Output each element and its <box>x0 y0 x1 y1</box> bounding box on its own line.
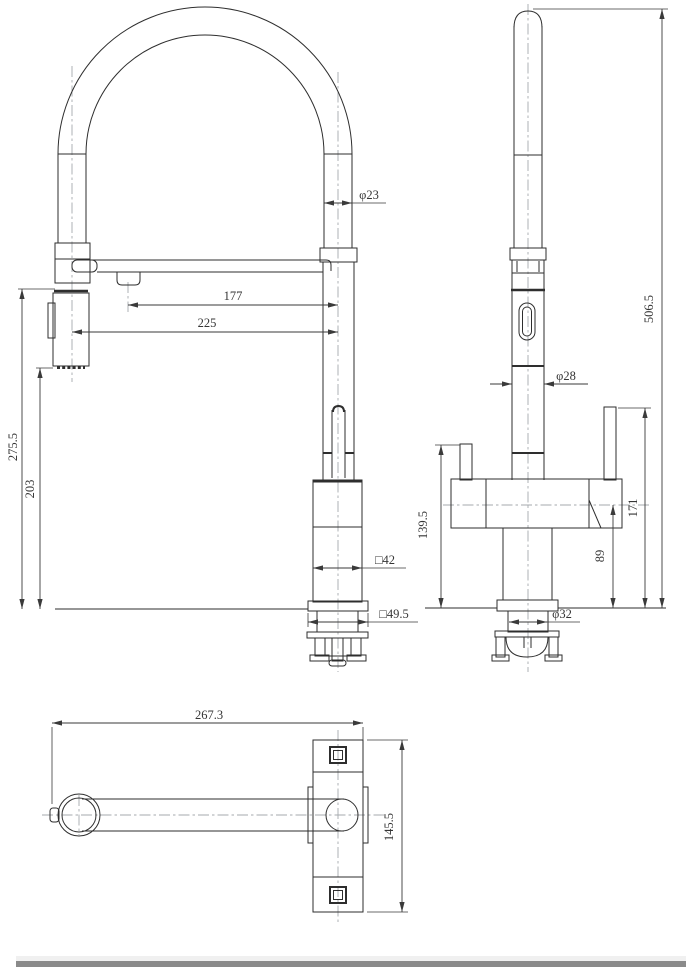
spout-arm <box>90 260 331 285</box>
dim-label-rear-handle-height: 171 <box>626 498 640 518</box>
side-handles <box>460 407 616 480</box>
handle-rod-cap <box>333 406 344 412</box>
water-outlet-nub <box>117 272 140 285</box>
handle-block-chamfer <box>589 500 601 528</box>
dim-base-square <box>308 607 418 627</box>
dim-label-base-square: □49.5 <box>379 607 409 621</box>
dim-label-overall-length: 267.3 <box>194 708 224 722</box>
dim-spray-head-clearance <box>23 368 53 609</box>
dim-label-body-square: □42 <box>374 553 396 567</box>
faucet-body-front <box>55 480 368 666</box>
dim-label-outlet-center-height: 89 <box>593 549 607 563</box>
dim-overall-length <box>52 708 363 804</box>
side-view <box>416 4 668 672</box>
dim-rear-handle-height <box>618 408 651 608</box>
dim-shank-diameter <box>509 607 580 622</box>
mounting-shank <box>317 611 358 632</box>
holder-collar <box>55 243 90 259</box>
mounting-hardware-side <box>492 637 562 661</box>
dim-label-front-handle-height: 139.5 <box>416 510 430 540</box>
dim-overall-depth <box>367 740 408 912</box>
dim-body-square <box>313 553 406 568</box>
spray-head-clip <box>48 303 55 338</box>
dim-label-overall-depth: 145.5 <box>382 812 396 842</box>
front-view <box>6 7 418 672</box>
dim-label-spray-head-clearance: 203 <box>23 479 37 499</box>
rear-handle-rod <box>604 407 616 480</box>
dim-outlet-reach <box>128 289 338 305</box>
spray-head-assembly <box>48 243 97 368</box>
dim-overall-reach <box>72 316 338 332</box>
column-slot <box>519 303 535 340</box>
dim-label-hose-diameter: φ23 <box>359 188 379 202</box>
dim-label-spout-height: 275.5 <box>6 432 20 462</box>
escutcheon-flange-side <box>497 600 558 611</box>
top-view <box>42 708 408 922</box>
dim-label-outlet-reach: 177 <box>223 289 243 303</box>
dim-label-column-diameter: φ28 <box>556 369 576 383</box>
dim-overall-height <box>533 9 668 608</box>
spray-head <box>53 293 89 366</box>
dim-label-overall-reach: 225 <box>197 316 217 330</box>
hose-arch <box>58 7 352 248</box>
dim-outlet-center-height <box>593 505 613 608</box>
dim-front-handle-height <box>416 445 460 608</box>
footer-bar <box>16 961 686 967</box>
dim-column-diameter <box>490 369 588 384</box>
dim-label-shank-diameter: φ32 <box>552 607 572 621</box>
spout-end-cap <box>72 260 97 272</box>
dim-hose-diameter <box>324 188 386 203</box>
mounting-washer <box>307 632 368 638</box>
front-handle-rod <box>460 444 472 480</box>
riser-column <box>320 248 357 480</box>
dim-label-overall-height: 506.5 <box>642 294 656 324</box>
